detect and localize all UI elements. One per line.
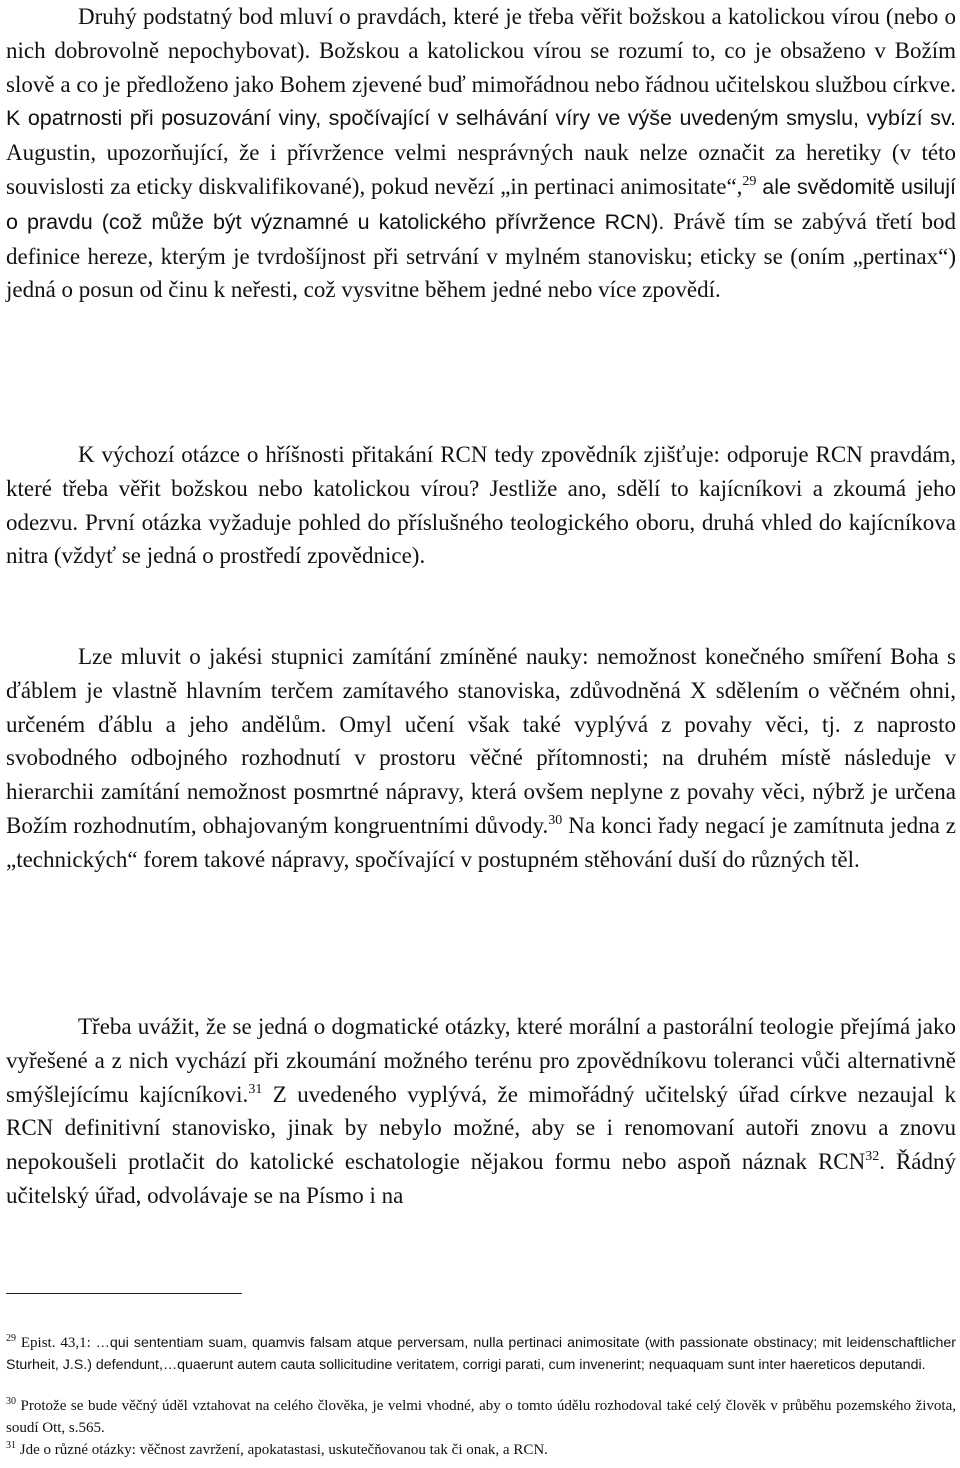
p1-text-a: Druhý podstatný bod mluví o pravdách, které je třeba věřit božskou a katolickou vírou (nebo o nich dobrovolně nepochybovat). Božskou a katolickou vírou se rozumí to, co je obsaženo v Božím slově a co je předloženo jako Bohem zjevené buď mimořádnou nebo řádnou učitelskou službou církve. [6,4,956,97]
footnote-lead: Epist. 43,1: [20,1335,91,1351]
p4-text-b: Z uvedeného vyplývá, že mimořádný učitelský úřad církve nezaujal k RCN definitivní stanovisko, jinak by nebylo možné, aby se i renomovaní autoři znovu a znovu nepokoušeli protlačit do katolické eschatologie nějakou formu nebo aspoň náznak RCN [6,1081,956,1175]
footnote-text: …qui sententiam suam, quamvis falsam atque perversam, nulla pertinaci animositate (with passionate obstinacy; mit leidenschaftlicher Sturheit, J.S.) defendunt,…quaerunt autem cauta sollicitudine veritatem, corrigi parati, cum invenerint; nequaquam sunt inter haereticos deputandi. [6,1335,957,1373]
footnote-29 [6,1333,956,1377]
p3-text-a: Lze mluvit o jakési stupnici zamítání zmíněné nauky: nemožnost konečného smíření Boha s ďáblem je vlastně hlavním terčem zamítavého stanoviska, zdůvodněná X sdělením o věčném ohni, určeném ďáblu a jeho andělům. Omyl učení však také vyplývá z povahy věci, tj. z naprosto svobodného odbojného rozhodnutí v prostoru věčné přítomnosti; na druhém místě následuje v hierarchii zamítání nemožnost posmrtné nápravy, která ovšem neplyne z povahy věci, nýbrž je určena Božím rozhodnutím, obhajovaným kongruentními důvody. [6,644,956,838]
p4-text-c: . Řádný učitelský úřad, odvolávaje se na Písmo i na [6,1149,956,1208]
p1-text-c: Augustin, upozorňující, že i přívržence velmi nesprávných nauk nelze označit za heretiky (v této souvislosti za eticky diskvalifikované), pokud nevězí „in pertinaci animositate“, [6,140,956,199]
paragraph-2 [6,438,956,573]
footnote-31 [6,1440,956,1462]
p2-text-a: K výchozí otázce o hříšnosti přitakání RCN tedy zpovědník zjišťuje: odporuje RCN pravdám, které třeba věřit božskou nebo katolickou vírou? Jestliže ano, sdělí to kajícníkovi a zkoumá jeho odezvu. První otázka vyžaduje pohled do příslušného teologického oboru, druhá vhled do kajícníkova nitra (vždyť se jedná o prostředí zpovědnice). [6,442,956,569]
footnote-separator [6,1293,242,1294]
p4-text-a: Třeba uvážit, že se jedná o dogmatické otázky, které morální a pastorální teologie přejímá jako vyřešené a z nich vychází při zkoumání možného terénu pro zpovědníkovu toleranci vůči alternativně smýšlejícímu kajícníkovi. [6,1014,956,1107]
p1-text-e: Právě tím se zabývá třetí bod definice hereze, kterým je tvrdošíjnost při setrvání v mylném stanovisku; eticky se (oním „pertinax“) jedná o posun od činu k neřesti, což vysvitne během jedné nebo více zpovědí. [6,208,956,303]
footnote-text: Protože se bude věčný úděl vztahovat na celého člověka, je velmi vhodné, aby o tomto údělu rozhodoval také celý člověk v průběhu pozemského života, soudí Ott, s.565. [6,1398,956,1436]
p1-text-d: ale svědomitě usilují o pravdu (což může být významné u katolického přívržence RCN). [6,174,956,234]
p3-text-b: Na konci řady negací je zamítnuta jedna z „technických“ forem takové nápravy, spočívající v postupném stěhování duší do různých těl. [6,812,956,872]
paragraph-1 [6,0,956,307]
footnote-30 [6,1396,956,1440]
paragraph-3 [6,640,956,877]
footnote-number: 29 [6,1333,16,1344]
footnote-ref-31[interactable]: 31 [248,1081,263,1097]
footnote-text: Jde o různé otázky: věčnost zavržení, apokatastasi, uskutečňovanou tak či onak, a RCN. [19,1442,548,1458]
paragraph-4 [6,1010,956,1213]
footnote-number: 31 [6,1440,16,1451]
footnote-ref-29[interactable]: 29 [742,173,757,189]
footnote-ref-30[interactable]: 30 [548,812,563,828]
footnote-number: 30 [6,1396,16,1407]
p1-text-b: K opatrnosti při posuzování viny, spočívající v selhávání víry ve výše uvedeným smyslu, vybízí sv. [6,106,956,131]
footnote-ref-32[interactable]: 32 [865,1149,880,1165]
